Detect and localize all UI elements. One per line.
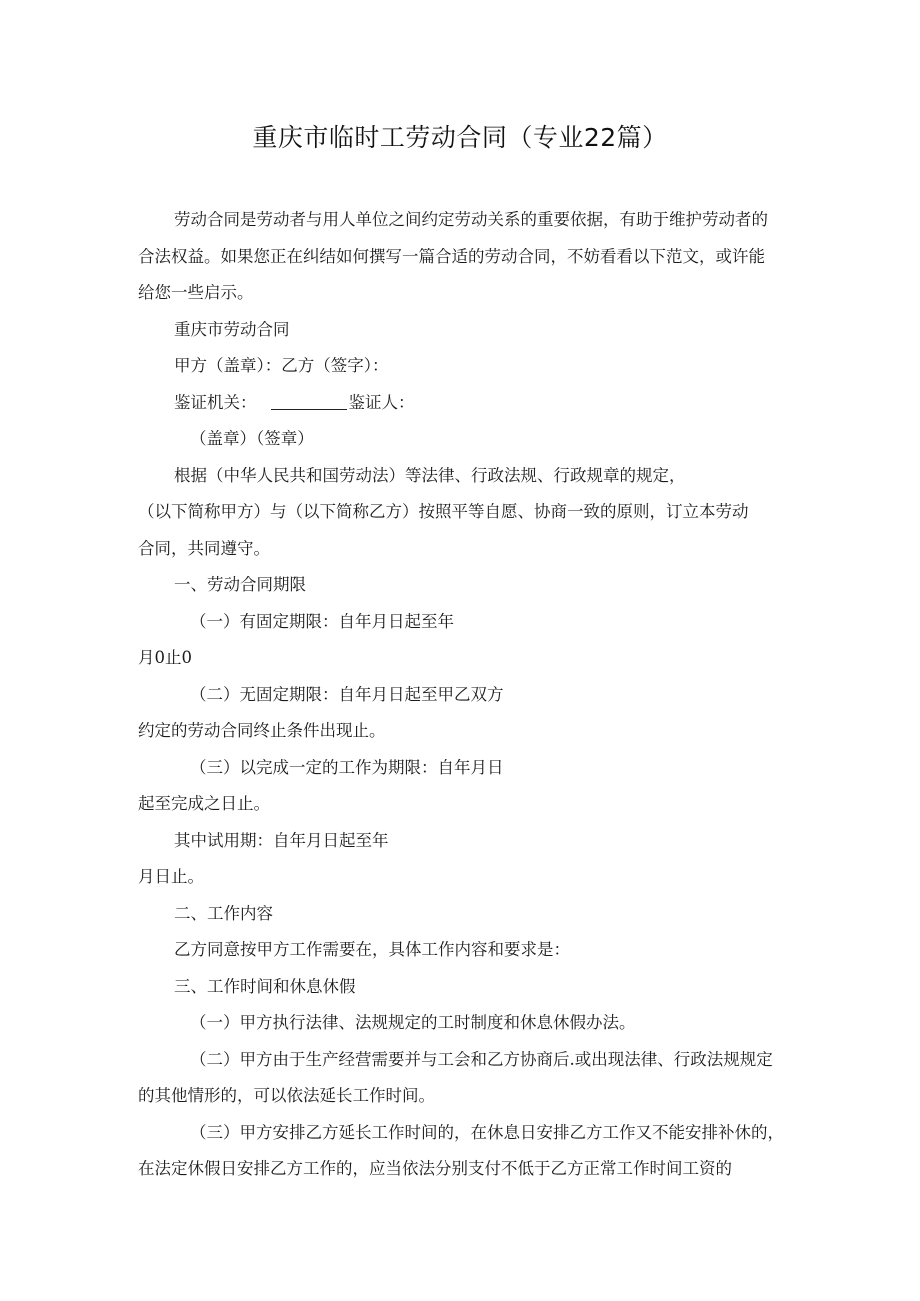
verify-org-label: 鉴证机关： <box>174 392 257 412</box>
section-3a-line: （一）甲方执行法律、法规规定的工时制度和休息休假办法。 <box>190 1013 636 1032</box>
basis-line-1: 根据（中华人民共和国劳动法）等法律、行政法规、行政规章的规定， <box>174 465 686 485</box>
intro-line-2: 合法权益。如果您正在纠结如何撰写一篇合适的劳动合同，不妨看看以下范文，或许能 <box>138 246 765 266</box>
contract-name: 重庆市劳动合同 <box>174 319 290 339</box>
section-1b-line-1: （二）无固定期限：自年月日起至甲乙双方 <box>190 684 504 704</box>
seal-sign-line: （盖章）（签章） <box>190 429 314 448</box>
section-2-title: 二、工作内容 <box>174 903 273 923</box>
section-1-title: 一、劳动合同期限 <box>174 575 306 594</box>
verify-blank-line <box>271 393 347 410</box>
basis-line-3: 合同，共同遵守。 <box>138 538 270 558</box>
section-3b-line-1: （二）甲方由于生产经营需要并与工会和乙方协商后.或出现法律、行政法规规定 <box>190 1049 773 1069</box>
parties-line: 甲方（盖章）：乙方（签字）： <box>174 356 389 375</box>
section-1a-line-2: 月0止0 <box>138 648 192 667</box>
section-1a-line-1: （一）有固定期限：自年月日起至年 <box>190 611 454 631</box>
probation-line-1: 其中试用期：自年月日起至年 <box>174 830 389 850</box>
basis-line-2: （以下简称甲方）与（以下简称乙方）按照平等自愿、协商一致的原则，订立本劳动 <box>138 502 749 521</box>
section-1c-line-2: 起至完成之日止。 <box>138 794 270 813</box>
intro-line-3: 给您一些启示。 <box>138 283 254 302</box>
section-3-title: 三、工作时间和休息休假 <box>174 976 356 996</box>
intro-line-1: 劳动合同是劳动者与用人单位之间约定劳动关系的重要依据，有助于维护劳动者的 <box>174 210 768 229</box>
section-1b-line-2: 约定的劳动合同终止条件出现止。 <box>138 721 386 740</box>
section-3c-line-2: 在法定休假日安排乙方工作的，应当依法分别支付不低于乙方正常工作时间工资的 <box>138 1159 732 1178</box>
probation-line-2: 月日止。 <box>138 867 204 886</box>
verification-line <box>138 385 788 422</box>
section-1c-line-1: （三）以完成一定的工作为期限：自年月日 <box>190 757 504 777</box>
document-title: 重庆市临时工劳动合同（专业22篇） <box>252 123 668 152</box>
section-3c-line-1: （三）甲方安排乙方延长工作时间的，在休息日安排乙方工作又不能安排补休的， <box>190 1122 784 1142</box>
section-3b-line-2: 的其他情形的，可以依法延长工作时间。 <box>138 1086 435 1105</box>
verify-person-label: 鉴证人： <box>348 392 415 412</box>
section-2-text: 乙方同意按甲方工作需要在，具体工作内容和要求是： <box>174 940 570 959</box>
document-body <box>138 202 788 1188</box>
